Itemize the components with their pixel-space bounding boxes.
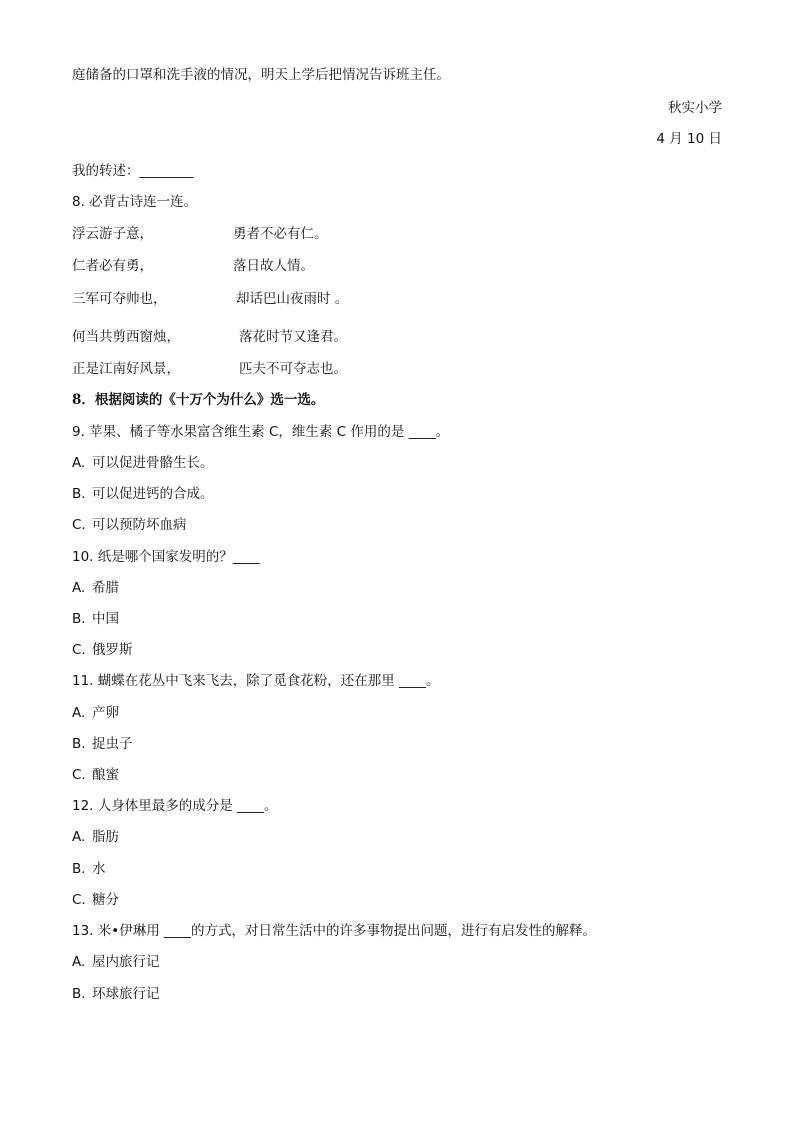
question-stem-12: 12. 人身体里最多的成分是 ____。 — [72, 798, 278, 814]
option-9c — [72, 516, 187, 534]
option-text: 俄罗斯 — [92, 642, 133, 658]
option-letter: B. — [72, 611, 86, 627]
retell-line — [72, 162, 194, 180]
poem-right-2: 落日故人情。 — [233, 258, 314, 274]
option-12a — [72, 828, 119, 846]
retell-blank: ________ — [139, 163, 194, 179]
option-text: 屋内旅行记 — [92, 954, 160, 970]
option-letter: A. — [72, 580, 86, 596]
poem-left-5: 正是江南好风景， — [72, 361, 180, 377]
question-stem-11: 11. 蝴蝶在花丛中飞来飞去，除了觅食花粉，还在那里 ____。 — [72, 673, 440, 689]
option-letter: C. — [72, 642, 86, 658]
poem-right-3: 却话巴山夜雨时 。 — [236, 291, 349, 307]
poem-left-4: 何当共剪西窗烛， — [72, 329, 180, 345]
option-10a — [72, 579, 119, 597]
reading-section-heading: 8．根据阅读的《十万个为什么》选一选。 — [72, 392, 325, 408]
option-letter: A. — [72, 455, 86, 471]
option-text: 可以预防坏血病 — [92, 517, 187, 533]
option-text: 希腊 — [92, 580, 119, 596]
question-stem-10: 10. 纸是哪个国家发明的？____ — [72, 549, 260, 565]
option-11c — [72, 766, 119, 784]
poem-left-2: 仁者必有勇， — [72, 258, 153, 274]
option-text: 中国 — [92, 611, 119, 627]
date: 4 月 10 日 — [656, 131, 722, 147]
signature: 秋实小学 — [668, 100, 722, 116]
option-10b — [72, 610, 119, 628]
option-letter: B. — [72, 486, 86, 502]
option-letter: A. — [72, 954, 86, 970]
option-13a — [72, 953, 160, 971]
option-text: 糖分 — [92, 892, 119, 908]
intro-text-line: 庭储备的口罩和洗手液的情况，明天上学后把情况告诉班主任。 — [72, 67, 450, 83]
option-text: 环球旅行记 — [92, 986, 160, 1002]
retell-label: 我的转述： — [72, 163, 140, 179]
option-letter: B. — [72, 861, 86, 877]
option-letter: C. — [72, 767, 86, 783]
option-text: 产卵 — [92, 705, 119, 721]
option-text: 酿蜜 — [92, 767, 119, 783]
option-letter: C. — [72, 517, 86, 533]
option-letter: B. — [72, 736, 86, 752]
option-10c — [72, 641, 133, 659]
option-letter: A. — [72, 705, 86, 721]
option-12b — [72, 860, 106, 878]
poem-left-3: 三军可夺帅也， — [72, 291, 167, 307]
poem-right-4: 落花时节又逢君。 — [239, 329, 347, 345]
poem-section-heading: 8. 必背古诗连一连。 — [72, 194, 198, 210]
poem-left-1: 浮云游子意， — [72, 226, 153, 242]
question-stem-13: 13. 米•伊琳用 ____的方式，对日常生活中的许多事物提出问题，进行有启发性的解释。 — [72, 923, 597, 939]
option-text: 可以促进钙的合成。 — [92, 486, 214, 502]
option-letter: A. — [72, 829, 86, 845]
option-11b — [72, 735, 133, 753]
option-letter: B. — [72, 986, 86, 1002]
option-letter: C. — [72, 892, 86, 908]
poem-right-1: 勇者不必有仁。 — [233, 226, 328, 242]
option-9b — [72, 485, 214, 503]
option-text: 脂肪 — [92, 829, 119, 845]
option-text: 捉虫子 — [92, 736, 133, 752]
option-12c — [72, 891, 119, 909]
option-9a — [72, 454, 214, 472]
option-text: 水 — [92, 861, 106, 877]
option-text: 可以促进骨骼生长。 — [92, 455, 214, 471]
option-13b — [72, 985, 160, 1003]
question-stem-9: 9. 苹果、橘子等水果富含维生素 C，维生素 C 作用的是 ____。 — [72, 424, 450, 440]
option-11a — [72, 704, 119, 722]
poem-right-5: 匹夫不可夺志也。 — [239, 361, 347, 377]
